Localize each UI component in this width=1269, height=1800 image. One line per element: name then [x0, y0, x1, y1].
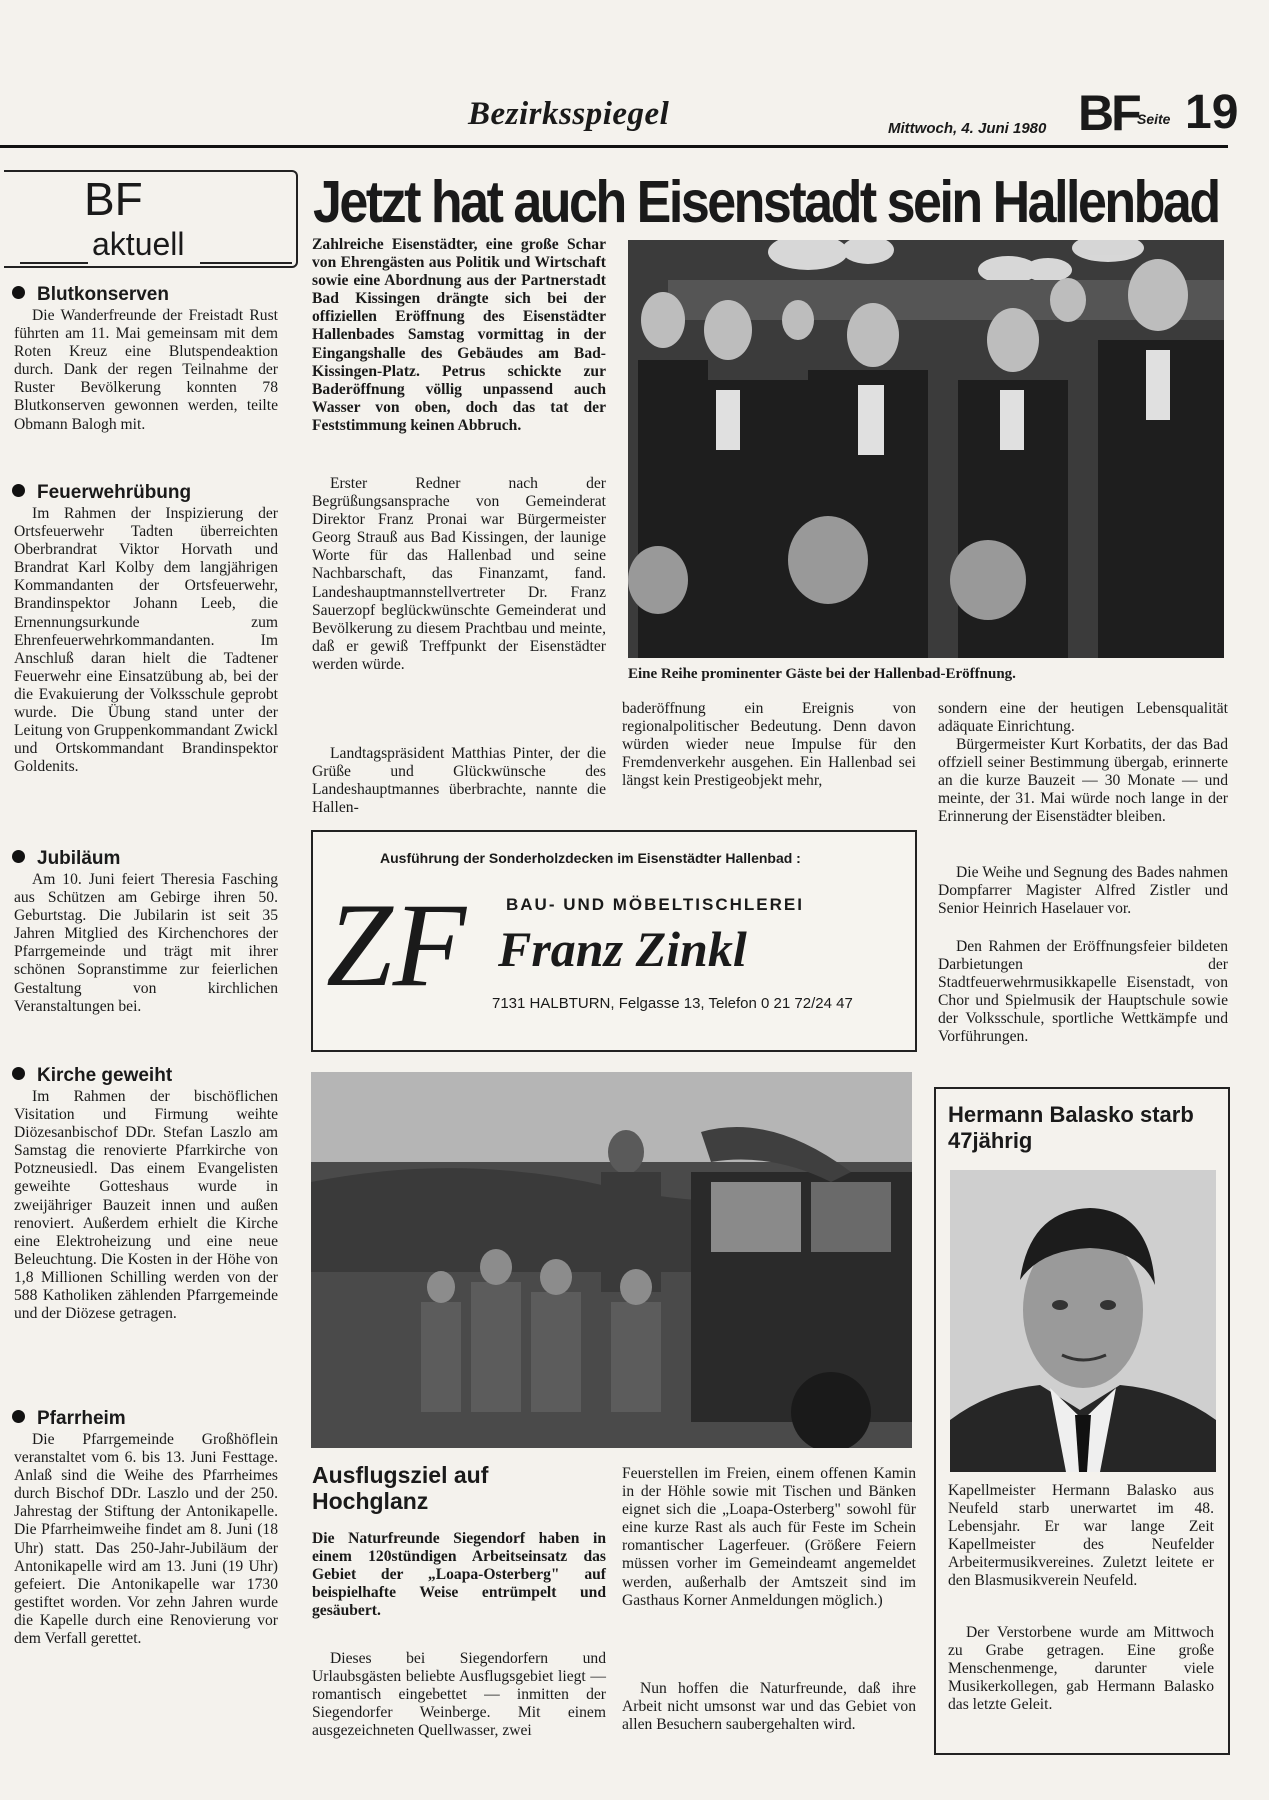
photo-guests-illustration: [628, 240, 1224, 658]
ad-company-name: Franz Zinkl: [498, 921, 747, 977]
sidebar-text: Im Rahmen der bischöflichen Visitation und Firmung weihte Diözesanbischof DDr. Stefan Laszlo am Samstag die renovierte Pfarrkirche von Potzneusiedl. Das einem Evangelisten geweihte Gotteshaus wurde in zweijähriger Bauzeit innen und außen renoviert. Außerdem erhielt die Kirche eine Elektroheizung und eine neue Beleuchtung. Die Kosten in der Höhe von 1,8 Millionen Schilling werden von der 588 Katholiken zählenden Pfarrgemeinde und der Diözese getragen.: [14, 1088, 278, 1323]
sidebar-heading: [12, 848, 120, 870]
main-paragraph: sondern eine der heutigen Lebensqualität adäquate Einrichtung.: [938, 700, 1228, 736]
bf-rule-right: [200, 262, 292, 264]
main-paragraph: Landtagspräsident Matthias Pinter, der die Grüße und Glückwünsche des Landeshauptmannes überbrachte, nannte die Hallen-: [312, 745, 606, 817]
ad-address: 7131 HALBTURN, Felgasse 13, Telefon 0 21 72/24 47: [492, 995, 853, 1012]
bullet-icon: [12, 1067, 25, 1080]
portrait-hermann-balasko: [950, 1170, 1216, 1472]
photo-truck-illustration: [311, 1072, 912, 1448]
main-paragraph: Den Rahmen der Eröffnungsfeier bildeten Darbietungen der Stadtfeuerwehrmusikkapelle Eisenstadt, von Chor und Spielmusik der Hauptschule sowie der Volksschule, sportliche Wettkämpfe und Vorführungen.: [938, 938, 1228, 1046]
story-paragraph: Dieses bei Siegendorfern und Urlaubsgästen beliebte Ausflugsgebiet liegt — romantisch eingebettet — inmitten der Siegendorfer Weinberge. Mit einem ausgezeichneten Quellwasser, zwei: [312, 1650, 606, 1740]
page-number: 19: [1185, 86, 1239, 139]
bullet-icon: [12, 484, 25, 497]
sidebar-heading: [12, 284, 169, 306]
ad-monogram-logo: ZF: [326, 878, 467, 1011]
sidebar-heading: [12, 1408, 126, 1430]
bullet-icon: [12, 1410, 25, 1423]
story-headline: Ausflugsziel auf Hochglanz: [312, 1462, 489, 1514]
bf-rule-left: [20, 262, 88, 264]
main-paragraph: Bürgermeister Kurt Korbatits, der das Bad offziell seiner Bestimmung übergab, erinnerte an die kurze Bauzeit — 30 Monate — und meinte, der 31. Mai würde noch lange in der Erinnerung der Eisenstädter bleiben.: [938, 736, 1228, 826]
page-label: Seite: [1137, 111, 1171, 127]
story-lead: Die Naturfreunde Siegendorf haben in einem 120stündigen Arbeitseinsatz das Gebiet der „Loapa-Osterberg" auf beispielhafte Weise entrümpelt und gesäubert.: [312, 1530, 606, 1620]
sidebar-heading: [12, 482, 191, 504]
main-paragraph: Erster Redner nach der Begrüßungsansprache von Gemeinderat Direktor Franz Pronai war Bürgermeister Georg Strauß aus Bad Kissingen, der launige Worte für das Hallenbad und seine Nachbarschaft, das Finanzamt, fand. Landeshauptmannstellvertreter Dr. Franz Sauerzopf beglückwünschte Gemeinderat und Bevölkerung zu diesem Prachtbau und meinte, daß er gewiß Treffpunkt der Eisenstädter werden würde.: [312, 475, 606, 673]
bf-aktuell-subtitle: aktuell: [92, 226, 185, 262]
sidebar-text: Im Rahmen der Inspizierung der Ortsfeuerwehr Tadten überreichten Oberbrandrat Viktor Horvath und Brandrat Karl Kolby dem langjährigen Kommandanten der Ortsfeuerwehr, Brandinspektor Johann Leeb, die Ernennungsurkunde zum Ehrenfeuerwehrkommandanten. Im Anschluß daran hielt die Tadtener Feuerwehr eine Einsatzübung ab, bei der die Evakuierung der Volksschule geprobt wurde. Die Übung stand unter der Leitung von Gruppenkommandant Zwickl und Ortskommandant Brandinspektor Goldenits.: [14, 505, 278, 776]
photo-cleanup-truck: [311, 1072, 912, 1448]
sidebar-heading: [12, 1065, 172, 1087]
issue-date: Mittwoch, 4. Juni 1980: [888, 120, 1047, 137]
main-paragraph: Die Weihe und Segnung des Bades nahmen Dompfarrer Magister Alfred Zistler und Senior Heinrich Haselauer vor.: [938, 864, 1228, 918]
story-paragraph: Nun hoffen die Naturfreunde, daß ihre Arbeit nicht umsonst war und das Gebiet von allen Besuchern saubergehalten wird.: [622, 1680, 916, 1734]
sidebar-text: Die Pfarrgemeinde Großhöflein veranstaltet vom 6. bis 13. Juni Festtage. Anlaß sind die Weihe des Pfarrheimes durch Bischof DDr. Laszlo und der 250. Jahrestag der Stiftung der Antonikapelle. Die Pfarrheimweihe findet am 8. Juni (18 Uhr) statt. Das 250-Jahr-Jubiläum der Antonikapelle wird am 13. Juni (19 Uhr) gefeiert. Die Antonikapelle war 1730 gestiftet worden. Vor zehn Jahren wurde die Kapelle durch eine Renovierung vor dem Verfall gerettet.: [14, 1431, 278, 1648]
bullet-icon: [12, 286, 25, 299]
story-paragraph: Feuerstellen im Freien, einem offenen Kamin in der Höhle sowie mit Tischen und Bänken eignet sich die „Loapa-Osterberg" sowohl für eine kurze Rast als auch für Feste im Schein romantischer Lagerfeuer. (Größere Feiern müssen vorher im Gemeindeamt angemeldet werden, außerhalb der Amtszeit sind im Gasthaus Korner Anmeldungen möglich.): [622, 1465, 916, 1609]
section-title: Bezirksspiegel: [468, 96, 670, 132]
sidebar-heading-text: Blutkonserven: [37, 284, 169, 305]
sidebar-heading-text: Kirche geweiht: [37, 1065, 173, 1086]
obituary-paragraph: Der Verstorbene wurde am Mittwoch zu Grabe getragen. Eine große Menschenmenge, darunter viele Musikerkollegen, gab Hermann Balasko das letzte Geleit.: [948, 1624, 1214, 1714]
portrait-illustration: [950, 1170, 1216, 1472]
bf-aktuell-title: BF: [84, 173, 143, 225]
main-lead: Zahlreiche Eisenstädter, eine große Schar von Ehrengästen aus Politik und Wirtschaft sowie eine Abordnung aus der Partnerstadt Bad Kissingen drängte sich bei der offiziellen Eröffnung des Eisenstädter Hallenbades Samstag vormittag in der Eingangshalle des Gebäudes am Bad-Kissingen-Platz. Petrus schickte zur Baderöffnung völlig unpassend auch Wasser von oben, doch das tat der Feststimmung keinen Abbruch.: [312, 236, 606, 434]
ad-company-type: BAU- UND MÖBELTISCHLEREI: [506, 895, 804, 914]
sidebar-heading-text: Feuerwehrübung: [37, 482, 192, 503]
bullet-icon: [12, 850, 25, 863]
header-rule: [0, 145, 1228, 148]
obituary-paragraph: Kapellmeister Hermann Balasko aus Neufeld starb unerwartet im 48. Lebensjahr. Er war lange Zeit Kapellmeister des Neufelder Arbeitermusikvereines. Zuletzt leitete er den Blasmusikverein Neufeld.: [948, 1482, 1214, 1590]
sidebar-text: Die Wanderfreunde der Freistadt Rust führten am 11. Mai gemeinsam mit dem Roten Kreuz eine Blutspendeaktion durch. Dank der regen Teilnahme der Ruster Bevölkerung konnten 78 Blutkonserven gewonnen werden, teilte Obmann Balogh mit.: [14, 307, 278, 433]
photo-caption: Eine Reihe prominenter Gäste bei der Hallenbad-Eröffnung.: [628, 666, 1016, 682]
obituary-headline: Hermann Balasko starb 47jährig: [948, 1102, 1194, 1153]
main-headline: Jetzt hat auch Eisenstadt sein Hallenbad: [313, 169, 1219, 236]
photo-hallenbad-opening: [628, 240, 1224, 658]
sidebar-heading-text: Pfarrheim: [37, 1408, 126, 1429]
main-paragraph: baderöffnung ein Ereignis von regionalpolitischer Bedeutung. Denn davon würden wieder neue Impulse für den Fremdenverkehr ausgehen. Ein Hallenbad sei längst kein Prestigeobjekt mehr,: [622, 700, 916, 790]
ad-intro-line: Ausführung der Sonderholzdecken im Eisenstädter Hallenbad :: [380, 850, 801, 866]
sidebar-heading-text: Jubiläum: [37, 848, 121, 869]
newspaper-logo: BF: [1078, 85, 1139, 141]
sidebar-text: Am 10. Juni feiert Theresia Fasching aus Schützen am Gebirge ihren 50. Geburtstag. Die Jubilarin ist seit 35 Jahren Mitglied des Kirchenchores der Pfarrgemeinde und trägt mit ihrer schönen Sopranstimme zur feierlichen Gestaltung von kirchlichen Veranstaltungen bei.: [14, 871, 278, 1015]
